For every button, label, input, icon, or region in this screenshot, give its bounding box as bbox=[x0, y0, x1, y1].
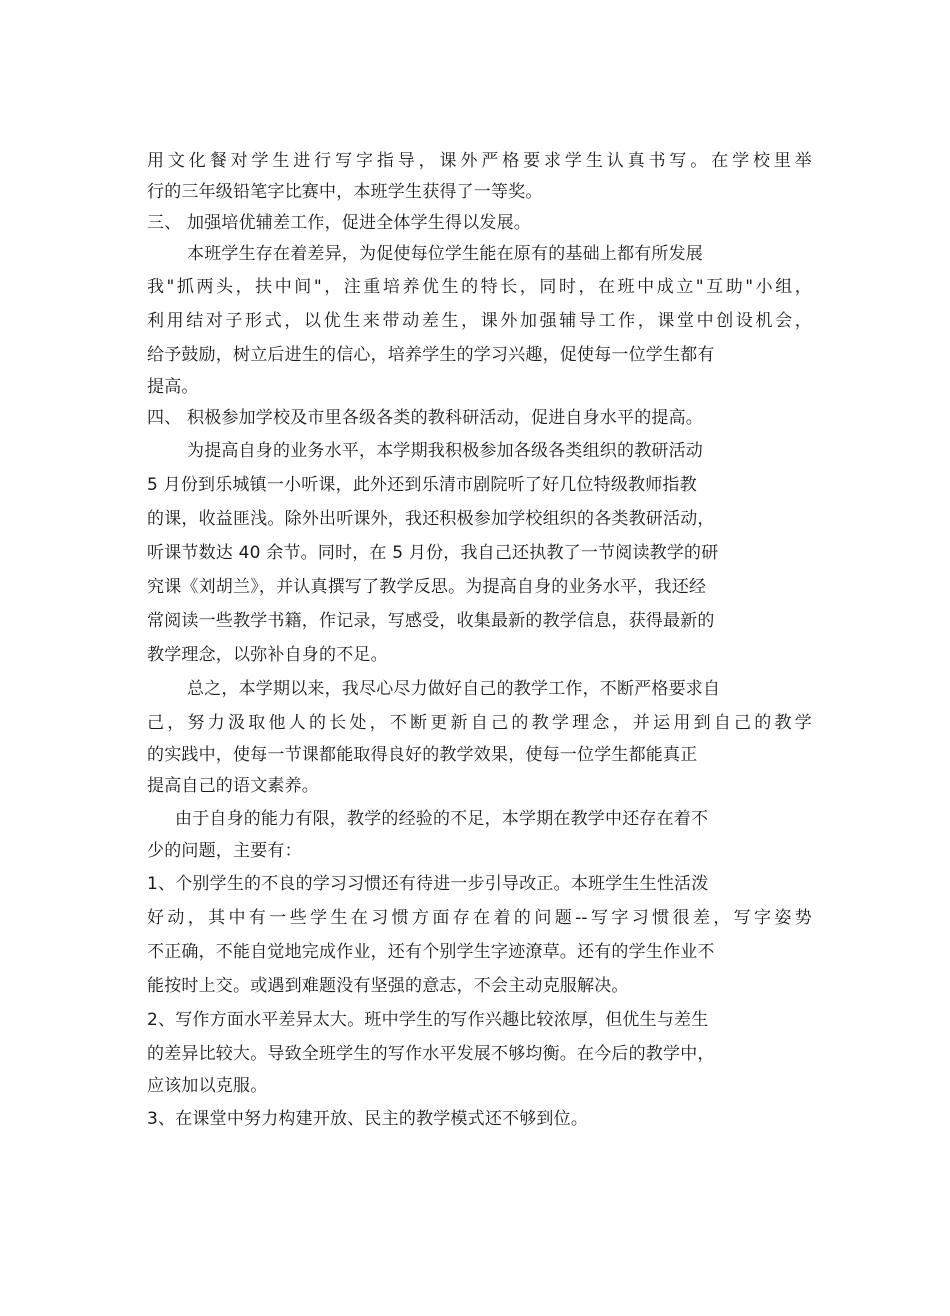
text-line: 我"抓两头，扶中间"，注重培养优生的特长，同时，在班中成立"互助"小组， bbox=[147, 277, 812, 297]
text-line: 听课节数达 40 余节。同时，在 5 月份，我自己还执教了一节阅读教学的研 bbox=[147, 543, 719, 563]
text-line: 为提高自身的业务水平，本学期我积极参加各级各类组织的教研活动 bbox=[187, 441, 703, 461]
text-line: 少的问题，主要有： bbox=[147, 841, 302, 861]
text-line: 用文化餐对学生进行写字指导，课外严格要求学生认真书写。在学校里举 bbox=[147, 151, 812, 171]
text-line: 常阅读一些教学书籍，作记录，写感受，收集最新的教学信息，获得最新的 bbox=[147, 611, 715, 631]
text-line: 好动，其中有一些学生在习惯方面存在着的问题--写字习惯很差，写字姿势 bbox=[147, 908, 812, 928]
text-line: 5 月份到乐城镇一小听课，此外还到乐清市剧院听了好几位特级教师指教 bbox=[147, 475, 697, 495]
text-line: 能按时上交。或遇到难题没有坚强的意志，不会主动克服解决。 bbox=[147, 976, 629, 996]
text-line: 的课，收益匪浅。除外出听课外，我还积极参加学校组织的各类教研活动， bbox=[147, 509, 715, 529]
text-line: 的实践中，使每一节课都能取得良好的教学效果，使每一位学生都能真正 bbox=[147, 745, 698, 765]
section-heading: 三、 加强培优辅差工作，促进全体学生得以发展。 bbox=[147, 213, 532, 233]
text-line: 己，努力汲取他人的长处，不断更新自己的教学理念，并运用到自己的教学 bbox=[147, 713, 812, 733]
text-line: 教学理念，以弥补自身的不足。 bbox=[147, 645, 388, 665]
text-line: 行的三年级铅笔字比赛中，本班学生获得了一等奖。 bbox=[147, 182, 543, 202]
text-line: 总之，本学期以来，我尽心尽力做好自己的教学工作，不断严格要求自 bbox=[187, 679, 721, 699]
document-body bbox=[147, 146, 812, 1136]
text-line: 给予鼓励，树立后进生的信心，培养学生的学习兴趣，促使每一位学生都有 bbox=[147, 345, 715, 365]
section-heading: 四、 积极参加学校及市里各级各类的教科研活动，促进自身水平的提高。 bbox=[147, 408, 704, 428]
text-line: 应该加以克服。 bbox=[147, 1076, 268, 1096]
text-line: 由于自身的能力有限，教学的经验的不足，本学期在教学中还存在着不 bbox=[175, 809, 709, 829]
text-line: 本班学生存在着差异，为促使每位学生能在原有的基础上都有所发展 bbox=[187, 244, 703, 264]
list-item: 2、写作方面水平差异太大。班中学生的写作兴趣比较浓厚，但优生与差生 bbox=[147, 1010, 709, 1030]
list-item: 1、个别学生的不良的学习习惯还有待进一步引导改正。本班学生生性活泼 bbox=[147, 874, 709, 894]
list-item: 3、在课堂中努力构建开放、民主的教学模式还不够到位。 bbox=[147, 1109, 589, 1129]
text-line: 究课《刘胡兰》，并认真撰写了教学反思。为提高自身的业务水平，我还经 bbox=[147, 577, 707, 597]
text-line: 利用结对子形式，以优生来带动差生，课外加强辅导工作，课堂中创设机会， bbox=[147, 311, 812, 331]
text-line: 提高自己的语文素养。 bbox=[147, 776, 319, 796]
text-line: 的差异比较大。导致全班学生的写作水平发展不够均衡。在今后的教学中， bbox=[147, 1044, 715, 1064]
text-line: 不正确，不能自觉地完成作业，还有个别学生字迹潦草。还有的学生作业不 bbox=[147, 942, 715, 962]
text-line: 提高。 bbox=[147, 377, 199, 397]
